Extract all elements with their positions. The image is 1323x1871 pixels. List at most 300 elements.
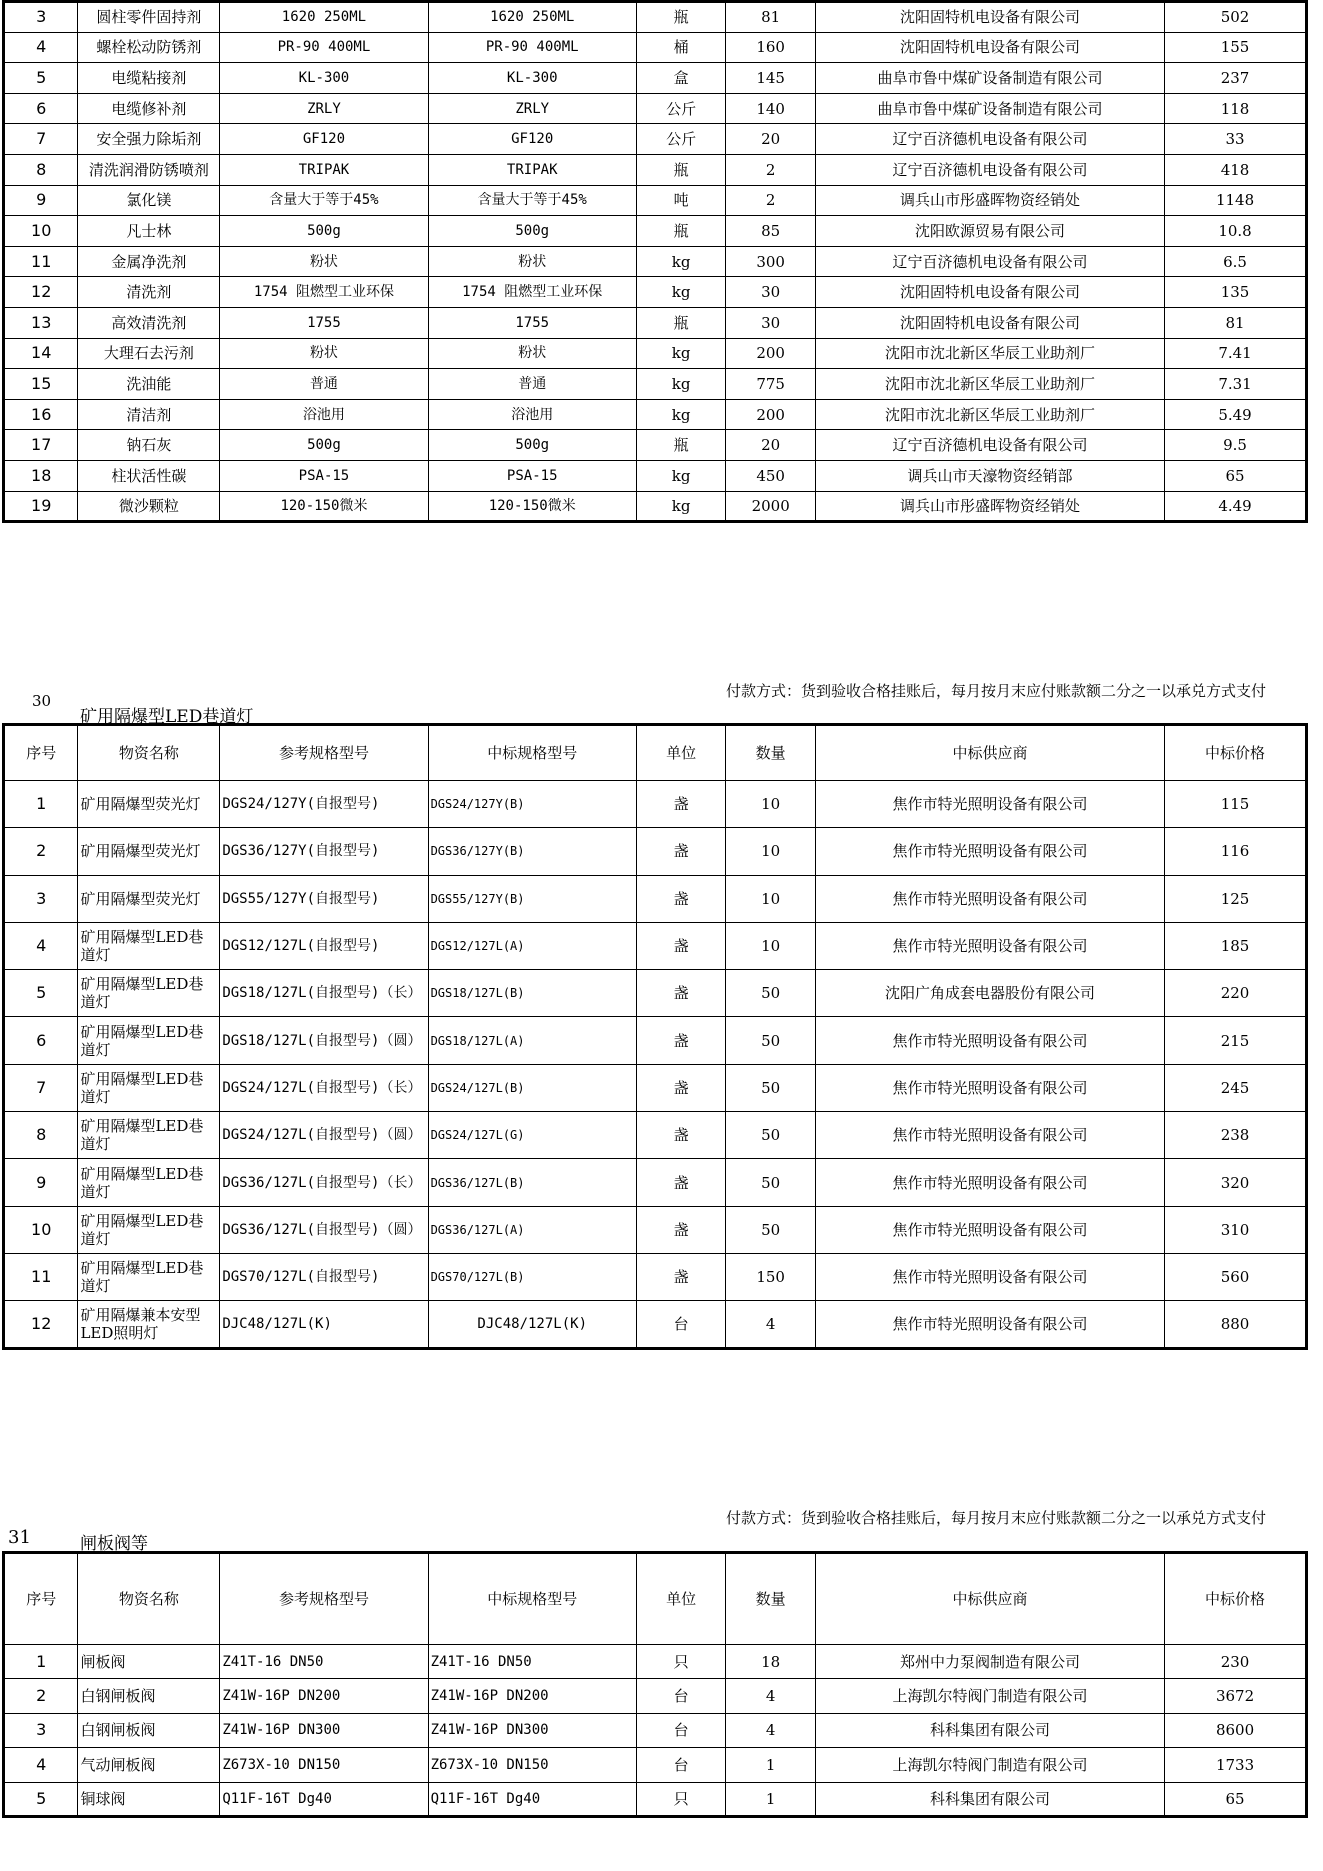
cell-unit: kg xyxy=(636,277,726,308)
cell-quantity: 4 xyxy=(726,1679,816,1713)
cell-quantity: 775 xyxy=(726,369,816,400)
cell-bid-spec: DGS12/127L(A) xyxy=(428,922,636,969)
cell-price: 237 xyxy=(1165,63,1307,94)
cell-item-name: 气动闸板阀 xyxy=(78,1748,220,1782)
cell-quantity: 50 xyxy=(726,1159,816,1206)
cell-supplier: 沈阳广角成套电器股份有限公司 xyxy=(815,970,1164,1017)
table-row xyxy=(4,1645,1307,1679)
cell-reference-spec: DGS18/127L(自报型号)（长） xyxy=(220,970,428,1017)
cell-reference-spec: DGS18/127L(自报型号)（圆） xyxy=(220,1017,428,1064)
cell-row-index: 13 xyxy=(4,307,78,338)
cell-price: 9.5 xyxy=(1165,430,1307,461)
table-row xyxy=(4,307,1307,338)
cell-price: 116 xyxy=(1165,828,1307,875)
cell-supplier: 焦作市特光照明设备有限公司 xyxy=(815,875,1164,922)
cell-quantity: 30 xyxy=(726,277,816,308)
cell-price: 215 xyxy=(1165,1017,1307,1064)
cell-reference-spec: 含量大于等于45% xyxy=(220,185,428,216)
cell-reference-spec: 1754 阻燃型工业环保 xyxy=(220,277,428,308)
cell-row-index: 1 xyxy=(4,1645,78,1679)
cell-bid-spec: 普通 xyxy=(428,369,636,400)
cell-reference-spec: 500g xyxy=(220,216,428,247)
cell-bid-spec: 粉状 xyxy=(428,338,636,369)
cell-supplier: 焦作市特光照明设备有限公司 xyxy=(815,1017,1164,1064)
cell-supplier: 沈阳市沈北新区华辰工业助剂厂 xyxy=(815,338,1164,369)
cell-bid-spec: DGS24/127L(G) xyxy=(428,1112,636,1159)
cell-unit: 盏 xyxy=(636,875,726,922)
cell-supplier: 焦作市特光照明设备有限公司 xyxy=(815,1206,1164,1253)
cell-quantity: 10 xyxy=(726,875,816,922)
cell-row-index: 9 xyxy=(4,1159,78,1206)
cell-supplier: 曲阜市鲁中煤矿设备制造有限公司 xyxy=(815,63,1164,94)
cell-bid-spec: DJC48/127L(K) xyxy=(428,1301,636,1348)
cell-unit: 台 xyxy=(636,1748,726,1782)
cell-row-index: 4 xyxy=(4,922,78,969)
cell-item-name: 矿用隔爆型LED巷道灯 xyxy=(78,1159,220,1206)
cell-bid-spec: 120-150微米 xyxy=(428,491,636,522)
cell-item-name: 矿用隔爆型LED巷道灯 xyxy=(78,1112,220,1159)
cell-row-index: 6 xyxy=(4,1017,78,1064)
cell-supplier: 焦作市特光照明设备有限公司 xyxy=(815,1112,1164,1159)
cell-row-index: 2 xyxy=(4,1679,78,1713)
cell-row-index: 3 xyxy=(4,2,78,33)
header-unit: 单位 xyxy=(636,1553,726,1645)
cell-bid-spec: DGS36/127Y(B) xyxy=(428,828,636,875)
cell-bid-spec: 1620 250ML xyxy=(428,2,636,33)
cell-bid-spec: DGS24/127Y(B) xyxy=(428,781,636,828)
cell-price: 33 xyxy=(1165,124,1307,155)
cell-item-name: 氯化镁 xyxy=(78,185,220,216)
cell-price: 245 xyxy=(1165,1064,1307,1111)
cell-quantity: 30 xyxy=(726,307,816,338)
cell-supplier: 沈阳固特机电设备有限公司 xyxy=(815,32,1164,63)
cell-unit: kg xyxy=(636,369,726,400)
cell-quantity: 4 xyxy=(726,1301,816,1348)
cell-item-name: 矿用隔爆型荧光灯 xyxy=(78,781,220,828)
cell-supplier: 沈阳固特机电设备有限公司 xyxy=(815,307,1164,338)
cell-item-name: 矿用隔爆型荧光灯 xyxy=(78,828,220,875)
cell-unit: kg xyxy=(636,460,726,491)
cell-bid-spec: Z41T-16 DN50 xyxy=(428,1645,636,1679)
table-row xyxy=(4,338,1307,369)
cell-item-name: 大理石去污剂 xyxy=(78,338,220,369)
table-row xyxy=(4,32,1307,63)
cell-quantity: 160 xyxy=(726,32,816,63)
section-30-number: 30 xyxy=(32,692,52,710)
cell-supplier: 沈阳欧源贸易有限公司 xyxy=(815,216,1164,247)
cell-quantity: 145 xyxy=(726,63,816,94)
cell-quantity: 85 xyxy=(726,216,816,247)
cell-supplier: 调兵山市彤盛晖物资经销处 xyxy=(815,185,1164,216)
cell-supplier: 科科集团有限公司 xyxy=(815,1782,1164,1816)
cell-item-name: 电缆修补剂 xyxy=(78,93,220,124)
cell-row-index: 9 xyxy=(4,185,78,216)
cell-reference-spec: DJC48/127L(K) xyxy=(220,1301,428,1348)
table-row xyxy=(4,185,1307,216)
cell-unit: 瓶 xyxy=(636,154,726,185)
cell-bid-spec: 1755 xyxy=(428,307,636,338)
cell-bid-spec: DGS18/127L(A) xyxy=(428,1017,636,1064)
cell-quantity: 10 xyxy=(726,922,816,969)
cell-price: 320 xyxy=(1165,1159,1307,1206)
cell-quantity: 150 xyxy=(726,1253,816,1300)
table-row xyxy=(4,1017,1307,1064)
header-reference-spec: 参考规格型号 xyxy=(220,725,428,781)
cell-item-name: 钠石灰 xyxy=(78,430,220,461)
cell-supplier: 辽宁百济德机电设备有限公司 xyxy=(815,124,1164,155)
cell-quantity: 1 xyxy=(726,1748,816,1782)
cell-reference-spec: Z41W-16P DN200 xyxy=(220,1679,428,1713)
table-row xyxy=(4,154,1307,185)
cell-item-name: 圆柱零件固持剂 xyxy=(78,2,220,33)
cell-price: 65 xyxy=(1165,460,1307,491)
cell-bid-spec: DGS24/127L(B) xyxy=(428,1064,636,1111)
header-price: 中标价格 xyxy=(1165,725,1307,781)
cell-row-index: 5 xyxy=(4,63,78,94)
cell-row-index: 4 xyxy=(4,32,78,63)
table-header-row xyxy=(4,1553,1307,1645)
cell-price: 135 xyxy=(1165,277,1307,308)
table-header-row xyxy=(4,725,1307,781)
cell-unit: 只 xyxy=(636,1645,726,1679)
cell-bid-spec: Z673X-10 DN150 xyxy=(428,1748,636,1782)
cell-quantity: 50 xyxy=(726,1206,816,1253)
cell-reference-spec: DGS24/127L(自报型号)（长） xyxy=(220,1064,428,1111)
cell-supplier: 上海凯尔特阀门制造有限公司 xyxy=(815,1748,1164,1782)
cell-row-index: 5 xyxy=(4,1782,78,1816)
cell-unit: kg xyxy=(636,338,726,369)
cell-price: 1148 xyxy=(1165,185,1307,216)
cell-reference-spec: TRIPAK xyxy=(220,154,428,185)
cell-supplier: 焦作市特光照明设备有限公司 xyxy=(815,1253,1164,1300)
cell-supplier: 沈阳固特机电设备有限公司 xyxy=(815,277,1164,308)
cell-item-name: 电缆粘接剂 xyxy=(78,63,220,94)
header-price: 中标价格 xyxy=(1165,1553,1307,1645)
cell-bid-spec: DGS70/127L(B) xyxy=(428,1253,636,1300)
table-row xyxy=(4,277,1307,308)
table-row xyxy=(4,1159,1307,1206)
cell-unit: 台 xyxy=(636,1301,726,1348)
header-supplier: 中标供应商 xyxy=(815,1553,1164,1645)
cell-price: 310 xyxy=(1165,1206,1307,1253)
cell-unit: 瓶 xyxy=(636,307,726,338)
cell-unit: 公斤 xyxy=(636,93,726,124)
cell-unit: 瓶 xyxy=(636,2,726,33)
table-row xyxy=(4,491,1307,522)
cell-price: 880 xyxy=(1165,1301,1307,1348)
cell-unit: 盏 xyxy=(636,828,726,875)
cell-price: 220 xyxy=(1165,970,1307,1017)
cell-price: 4.49 xyxy=(1165,491,1307,522)
table-row xyxy=(4,63,1307,94)
cell-price: 115 xyxy=(1165,781,1307,828)
section-30-table xyxy=(2,723,1308,1350)
cell-bid-spec: 含量大于等于45% xyxy=(428,185,636,216)
cell-row-index: 10 xyxy=(4,1206,78,1253)
cell-bid-spec: 浴池用 xyxy=(428,399,636,430)
table-row xyxy=(4,828,1307,875)
cell-item-name: 矿用隔爆型LED巷道灯 xyxy=(78,970,220,1017)
cell-item-name: 闸板阀 xyxy=(78,1645,220,1679)
table-row xyxy=(4,781,1307,828)
cell-row-index: 15 xyxy=(4,369,78,400)
cell-quantity: 50 xyxy=(726,1112,816,1159)
cell-supplier: 调兵山市天濠物资经销部 xyxy=(815,460,1164,491)
header-row-index: 序号 xyxy=(4,725,78,781)
cell-unit: kg xyxy=(636,399,726,430)
cell-row-index: 2 xyxy=(4,828,78,875)
cell-quantity: 450 xyxy=(726,460,816,491)
cell-bid-spec: PR-90 400ML xyxy=(428,32,636,63)
cell-price: 3672 xyxy=(1165,1679,1307,1713)
cell-item-name: 高效清洗剂 xyxy=(78,307,220,338)
cell-price: 10.8 xyxy=(1165,216,1307,247)
cell-price: 238 xyxy=(1165,1112,1307,1159)
cell-reference-spec: DGS24/127Y(自报型号) xyxy=(220,781,428,828)
cell-supplier: 焦作市特光照明设备有限公司 xyxy=(815,1064,1164,1111)
cell-bid-spec: DGS36/127L(B) xyxy=(428,1159,636,1206)
cell-unit: 公斤 xyxy=(636,124,726,155)
cell-bid-spec: Q11F-16T Dg40 xyxy=(428,1782,636,1816)
cell-item-name: 清洁剂 xyxy=(78,399,220,430)
cell-row-index: 18 xyxy=(4,460,78,491)
table-row xyxy=(4,1782,1307,1816)
cell-reference-spec: Q11F-16T Dg40 xyxy=(220,1782,428,1816)
cell-supplier: 辽宁百济德机电设备有限公司 xyxy=(815,430,1164,461)
header-reference-spec: 参考规格型号 xyxy=(220,1553,428,1645)
cell-item-name: 铜球阀 xyxy=(78,1782,220,1816)
cell-unit: 盒 xyxy=(636,63,726,94)
cell-supplier: 科科集团有限公司 xyxy=(815,1713,1164,1747)
cell-quantity: 200 xyxy=(726,338,816,369)
cell-unit: 盏 xyxy=(636,1159,726,1206)
section-30-payment-terms: 付款方式：货到验收合格挂账后，每月按月末应付账款额二分之一以承兑方式支付 xyxy=(726,682,1267,700)
cell-row-index: 16 xyxy=(4,399,78,430)
cell-bid-spec: DGS36/127L(A) xyxy=(428,1206,636,1253)
header-quantity: 数量 xyxy=(726,725,816,781)
section-31-payment-terms: 付款方式：货到验收合格挂账后，每月按月末应付账款额二分之一以承兑方式支付 xyxy=(726,1509,1267,1527)
cell-unit: 台 xyxy=(636,1713,726,1747)
cell-price: 6.5 xyxy=(1165,246,1307,277)
table-row xyxy=(4,1206,1307,1253)
table-row xyxy=(4,1713,1307,1747)
cell-item-name: 白钢闸板阀 xyxy=(78,1679,220,1713)
cell-quantity: 18 xyxy=(726,1645,816,1679)
cell-price: 81 xyxy=(1165,307,1307,338)
cell-price: 1733 xyxy=(1165,1748,1307,1782)
cell-supplier: 焦作市特光照明设备有限公司 xyxy=(815,1159,1164,1206)
cell-bid-spec: 粉状 xyxy=(428,246,636,277)
cell-price: 418 xyxy=(1165,154,1307,185)
section-29-table xyxy=(2,0,1308,523)
cell-reference-spec: 浴池用 xyxy=(220,399,428,430)
cell-unit: 瓶 xyxy=(636,216,726,247)
cell-unit: 盏 xyxy=(636,781,726,828)
table-row xyxy=(4,399,1307,430)
cell-supplier: 焦作市特光照明设备有限公司 xyxy=(815,781,1164,828)
cell-bid-spec: Z41W-16P DN300 xyxy=(428,1713,636,1747)
cell-unit: 盏 xyxy=(636,1064,726,1111)
table-row xyxy=(4,124,1307,155)
table-row xyxy=(4,922,1307,969)
cell-row-index: 4 xyxy=(4,1748,78,1782)
cell-supplier: 郑州中力泵阀制造有限公司 xyxy=(815,1645,1164,1679)
cell-price: 502 xyxy=(1165,2,1307,33)
cell-item-name: 矿用隔爆型LED巷道灯 xyxy=(78,1206,220,1253)
cell-reference-spec: KL-300 xyxy=(220,63,428,94)
cell-item-name: 安全强力除垢剂 xyxy=(78,124,220,155)
cell-price: 7.41 xyxy=(1165,338,1307,369)
table-row xyxy=(4,369,1307,400)
header-supplier: 中标供应商 xyxy=(815,725,1164,781)
cell-item-name: 矿用隔爆型LED巷道灯 xyxy=(78,1253,220,1300)
cell-item-name: 洗油能 xyxy=(78,369,220,400)
table-row xyxy=(4,1064,1307,1111)
table-row xyxy=(4,1748,1307,1782)
cell-item-name: 矿用隔爆兼本安型LED照明灯 xyxy=(78,1301,220,1348)
cell-item-name: 凡士林 xyxy=(78,216,220,247)
cell-bid-spec: PSA-15 xyxy=(428,460,636,491)
header-row-index: 序号 xyxy=(4,1553,78,1645)
cell-row-index: 7 xyxy=(4,1064,78,1111)
cell-quantity: 50 xyxy=(726,1064,816,1111)
cell-item-name: 矿用隔爆型荧光灯 xyxy=(78,875,220,922)
cell-item-name: 矿用隔爆型LED巷道灯 xyxy=(78,1064,220,1111)
cell-bid-spec: DGS18/127L(B) xyxy=(428,970,636,1017)
cell-unit: 盏 xyxy=(636,970,726,1017)
cell-price: 5.49 xyxy=(1165,399,1307,430)
cell-item-name: 矿用隔爆型LED巷道灯 xyxy=(78,1017,220,1064)
cell-unit: 吨 xyxy=(636,185,726,216)
cell-bid-spec: 500g xyxy=(428,430,636,461)
header-bid-spec: 中标规格型号 xyxy=(428,725,636,781)
table-row xyxy=(4,1112,1307,1159)
cell-item-name: 白钢闸板阀 xyxy=(78,1713,220,1747)
cell-quantity: 20 xyxy=(726,430,816,461)
cell-quantity: 50 xyxy=(726,970,816,1017)
table-row xyxy=(4,970,1307,1017)
cell-row-index: 3 xyxy=(4,875,78,922)
cell-item-name: 微沙颗粒 xyxy=(78,491,220,522)
cell-row-index: 17 xyxy=(4,430,78,461)
cell-quantity: 1 xyxy=(726,1782,816,1816)
cell-supplier: 沈阳市沈北新区华辰工业助剂厂 xyxy=(815,399,1164,430)
cell-unit: kg xyxy=(636,491,726,522)
cell-unit: 只 xyxy=(636,1782,726,1816)
table-row xyxy=(4,216,1307,247)
section-31-table xyxy=(2,1551,1308,1818)
cell-bid-spec: ZRLY xyxy=(428,93,636,124)
cell-reference-spec: 普通 xyxy=(220,369,428,400)
cell-bid-spec: GF120 xyxy=(428,124,636,155)
table-row xyxy=(4,460,1307,491)
table-row xyxy=(4,1253,1307,1300)
header-item-name: 物资名称 xyxy=(78,1553,220,1645)
cell-bid-spec: TRIPAK xyxy=(428,154,636,185)
table-row xyxy=(4,93,1307,124)
cell-quantity: 10 xyxy=(726,781,816,828)
cell-supplier: 调兵山市彤盛晖物资经销处 xyxy=(815,491,1164,522)
cell-quantity: 2 xyxy=(726,185,816,216)
cell-reference-spec: Z41T-16 DN50 xyxy=(220,1645,428,1679)
cell-reference-spec: Z41W-16P DN300 xyxy=(220,1713,428,1747)
cell-unit: 盏 xyxy=(636,1017,726,1064)
cell-quantity: 20 xyxy=(726,124,816,155)
table-row xyxy=(4,246,1307,277)
cell-quantity: 200 xyxy=(726,399,816,430)
cell-item-name: 清洗润滑防锈喷剂 xyxy=(78,154,220,185)
cell-row-index: 10 xyxy=(4,216,78,247)
cell-unit: 桶 xyxy=(636,32,726,63)
cell-supplier: 沈阳固特机电设备有限公司 xyxy=(815,2,1164,33)
header-item-name: 物资名称 xyxy=(78,725,220,781)
cell-reference-spec: DGS24/127L(自报型号)（圆） xyxy=(220,1112,428,1159)
cell-quantity: 10 xyxy=(726,828,816,875)
cell-reference-spec: 500g xyxy=(220,430,428,461)
cell-supplier: 上海凯尔特阀门制造有限公司 xyxy=(815,1679,1164,1713)
cell-quantity: 140 xyxy=(726,93,816,124)
cell-item-name: 螺栓松动防锈剂 xyxy=(78,32,220,63)
cell-reference-spec: 粉状 xyxy=(220,338,428,369)
table-row xyxy=(4,1679,1307,1713)
cell-row-index: 5 xyxy=(4,970,78,1017)
cell-reference-spec: 120-150微米 xyxy=(220,491,428,522)
cell-price: 65 xyxy=(1165,1782,1307,1816)
cell-price: 125 xyxy=(1165,875,1307,922)
cell-price: 560 xyxy=(1165,1253,1307,1300)
cell-quantity: 300 xyxy=(726,246,816,277)
cell-row-index: 11 xyxy=(4,246,78,277)
section-31-number: 31 xyxy=(8,1527,31,1548)
cell-reference-spec: 1620 250ML xyxy=(220,2,428,33)
cell-reference-spec: PR-90 400ML xyxy=(220,32,428,63)
cell-item-name: 金属净洗剂 xyxy=(78,246,220,277)
cell-supplier: 焦作市特光照明设备有限公司 xyxy=(815,922,1164,969)
cell-bid-spec: KL-300 xyxy=(428,63,636,94)
cell-supplier: 焦作市特光照明设备有限公司 xyxy=(815,828,1164,875)
cell-quantity: 2000 xyxy=(726,491,816,522)
cell-row-index: 7 xyxy=(4,124,78,155)
cell-reference-spec: PSA-15 xyxy=(220,460,428,491)
cell-row-index: 12 xyxy=(4,1301,78,1348)
cell-row-index: 1 xyxy=(4,781,78,828)
cell-price: 118 xyxy=(1165,93,1307,124)
section-30-title: 矿用隔爆型LED巷道灯 xyxy=(80,707,254,727)
cell-row-index: 8 xyxy=(4,1112,78,1159)
cell-row-index: 19 xyxy=(4,491,78,522)
cell-reference-spec: DGS36/127L(自报型号)（长） xyxy=(220,1159,428,1206)
cell-quantity: 2 xyxy=(726,154,816,185)
cell-reference-spec: DGS36/127L(自报型号)（圆） xyxy=(220,1206,428,1253)
cell-item-name: 矿用隔爆型LED巷道灯 xyxy=(78,922,220,969)
cell-row-index: 14 xyxy=(4,338,78,369)
cell-row-index: 6 xyxy=(4,93,78,124)
cell-unit: kg xyxy=(636,246,726,277)
cell-item-name: 柱状活性碳 xyxy=(78,460,220,491)
cell-bid-spec: Z41W-16P DN200 xyxy=(428,1679,636,1713)
table-row xyxy=(4,2,1307,33)
cell-supplier: 沈阳市沈北新区华辰工业助剂厂 xyxy=(815,369,1164,400)
section-31-title: 闸板阀等 xyxy=(80,1534,148,1554)
cell-supplier: 曲阜市鲁中煤矿设备制造有限公司 xyxy=(815,93,1164,124)
cell-reference-spec: GF120 xyxy=(220,124,428,155)
cell-quantity: 50 xyxy=(726,1017,816,1064)
cell-bid-spec: 1754 阻燃型工业环保 xyxy=(428,277,636,308)
cell-row-index: 11 xyxy=(4,1253,78,1300)
header-bid-spec: 中标规格型号 xyxy=(428,1553,636,1645)
cell-quantity: 4 xyxy=(726,1713,816,1747)
header-unit: 单位 xyxy=(636,725,726,781)
